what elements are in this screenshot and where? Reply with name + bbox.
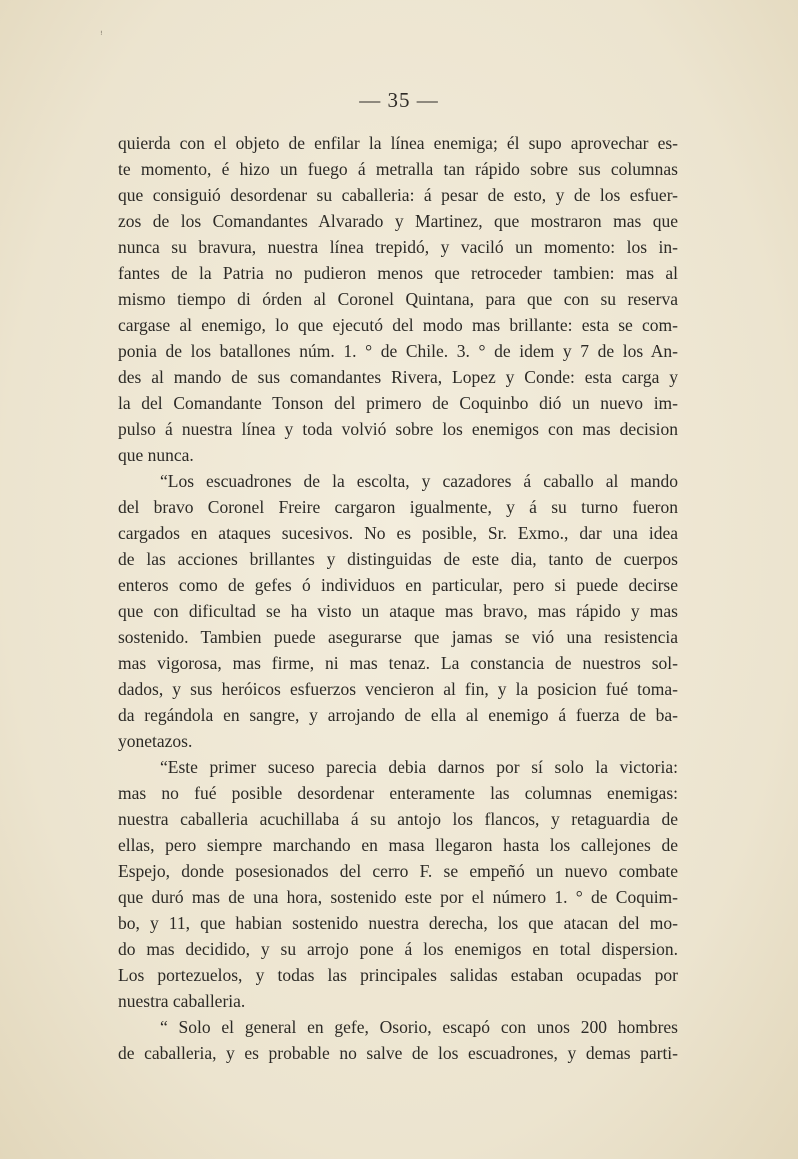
- text-line: quierda con el objeto de enfilar la línea enemiga; él supo aprovechar es-: [118, 133, 678, 153]
- text-line: mas no fué posible desordenar enteramente las columnas enemigas:: [118, 783, 678, 803]
- text-line: zos de los Comandantes Alvarado y Martinez, que mostraron mas que: [118, 211, 678, 231]
- text-line: que nunca.: [118, 445, 194, 465]
- text-line: Los portezuelos, y todas las principales salidas estaban ocupadas por: [118, 965, 678, 985]
- page-number: — 35 —: [359, 88, 439, 112]
- text-line: Espejo, donde posesionados del cerro F. se empeñó un nuevo combate: [118, 861, 678, 881]
- text-line: ellas, pero siempre marchando en masa llegaron hasta los callejones de: [118, 835, 678, 855]
- text-line: fantes de la Patria no pudieron menos que retroceder tambien: mas al: [118, 263, 678, 283]
- text-line: dados, y sus heróicos esfuerzos vencieron al fin, y la posicion fué toma-: [118, 679, 678, 699]
- text-line: bo, y 11, que habian sostenido nuestra derecha, los que atacan del mo-: [118, 913, 678, 933]
- text-line: des al mando de sus comandantes Rivera, Lopez y Conde: esta carga y: [118, 367, 678, 387]
- margin-mark: ꜝ: [100, 30, 103, 41]
- text-line: te momento, é hizo un fuego á metralla tan rápido sobre sus columnas: [118, 159, 678, 179]
- text-line: “Este primer suceso parecia debia darnos por sí solo la victoria:: [160, 757, 678, 777]
- text-line: del bravo Coronel Freire cargaron igualmente, y á su turno fueron: [118, 497, 678, 517]
- text-line: de las acciones brillantes y distinguidas de este dia, tanto de cuerpos: [118, 549, 678, 569]
- text-line: nuestra caballeria acuchillaba á su antojo los flancos, y retaguardia de: [118, 809, 678, 829]
- text-line: nunca su bravura, nuestra línea trepidó, y vaciló un momento: los in-: [118, 237, 678, 257]
- text-line: do mas decidido, y su arrojo pone á los enemigos en total dispersion.: [118, 939, 678, 959]
- text-line: mismo tiempo di órden al Coronel Quintana, para que con su reserva: [118, 289, 678, 309]
- text-line: que duró mas de una hora, sostenido este por el número 1. ° de Coquim-: [118, 887, 678, 907]
- text-line: “ Solo el general en gefe, Osorio, escapó con unos 200 hombres: [160, 1017, 678, 1037]
- text-line: cargase al enemigo, lo que ejecutó del modo mas brillante: esta se com-: [118, 315, 678, 335]
- text-line: que consiguió desordenar su caballeria: á pesar de esto, y de los esfuer-: [118, 185, 678, 205]
- text-line: mas vigorosa, mas firme, ni mas tenaz. La constancia de nuestros sol-: [118, 653, 678, 673]
- text-line: enteros como de gefes ó individuos en particular, pero si puede decirse: [118, 575, 678, 595]
- text-line: da regándola en sangre, y arrojando de ella al enemigo á fuerza de ba-: [118, 705, 678, 725]
- text-line: de caballeria, y es probable no salve de los escuadrones, y demas parti-: [118, 1043, 678, 1063]
- text-line: cargados en ataques sucesivos. No es posible, Sr. Exmo., dar una idea: [118, 523, 678, 543]
- text-line: pulso á nuestra línea y toda volvió sobre los enemigos con mas decision: [118, 419, 678, 439]
- text-line: ponia de los batallones núm. 1. ° de Chile. 3. ° de idem y 7 de los An-: [118, 341, 678, 361]
- text-line: nuestra caballeria.: [118, 991, 246, 1011]
- text-line: “Los escuadrones de la escolta, y cazadores á caballo al mando: [160, 471, 678, 491]
- text-line: la del Comandante Tonson del primero de Coquinbo dió un nuevo im-: [118, 393, 678, 413]
- text-line: sostenido. Tambien puede asegurarse que jamas se vió una resistencia: [118, 627, 678, 647]
- text-line: yonetazos.: [118, 731, 193, 751]
- body-text: [118, 130, 678, 1066]
- text-line: que con dificultad se ha visto un ataque mas bravo, mas rápido y mas: [118, 601, 678, 621]
